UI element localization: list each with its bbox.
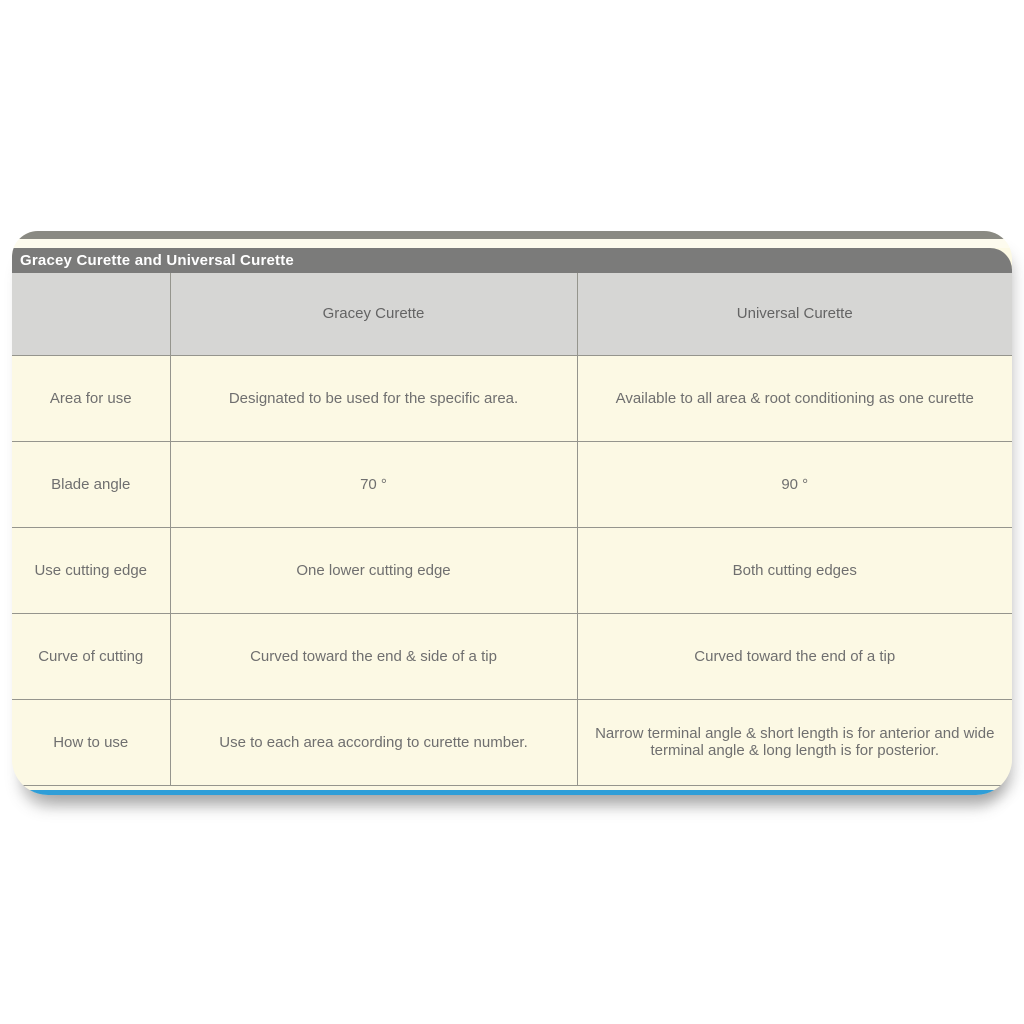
column-header-gracey: Gracey Curette	[170, 273, 577, 355]
table-row-how-to-use	[12, 699, 1012, 785]
card-title-bar	[12, 248, 1012, 273]
gracey-cell: Designated to be used for the specific area.	[170, 355, 577, 441]
table-row-area-for-use	[12, 355, 1012, 441]
universal-cell: Both cutting edges	[577, 527, 1012, 613]
universal-cell: Curved toward the end of a tip	[577, 613, 1012, 699]
card-title: Gracey Curette and Universal Curette	[20, 252, 294, 269]
curette-comparison-card	[12, 231, 1012, 795]
row-label-cell: Use cutting edge	[12, 527, 170, 613]
gracey-cell: Use to each area according to curette number.	[170, 699, 577, 785]
row-label-cell: How to use	[12, 699, 170, 785]
row-label-cell: Blade angle	[12, 441, 170, 527]
column-header-blank	[12, 273, 170, 355]
gracey-cell: 70 °	[170, 441, 577, 527]
row-label-cell: Area for use	[12, 355, 170, 441]
table-row-curve-of-cutting	[12, 613, 1012, 699]
comparison-table	[12, 273, 1012, 786]
card-title-gap	[12, 239, 1012, 248]
column-header-universal: Universal Curette	[577, 273, 1012, 355]
universal-cell: Narrow terminal angle & short length is for anterior and wide terminal angle & long length is for posterior.	[577, 699, 1012, 785]
universal-cell: Available to all area & root conditioning as one curette	[577, 355, 1012, 441]
table-row-use-cutting-edge	[12, 527, 1012, 613]
table-header-row	[12, 273, 1012, 355]
table-row-blade-angle	[12, 441, 1012, 527]
gracey-cell: One lower cutting edge	[170, 527, 577, 613]
universal-cell: 90 °	[577, 441, 1012, 527]
card-bottom-accent-line	[12, 790, 1012, 795]
row-label-cell: Curve of cutting	[12, 613, 170, 699]
card-top-band	[12, 231, 1012, 239]
gracey-cell: Curved toward the end & side of a tip	[170, 613, 577, 699]
